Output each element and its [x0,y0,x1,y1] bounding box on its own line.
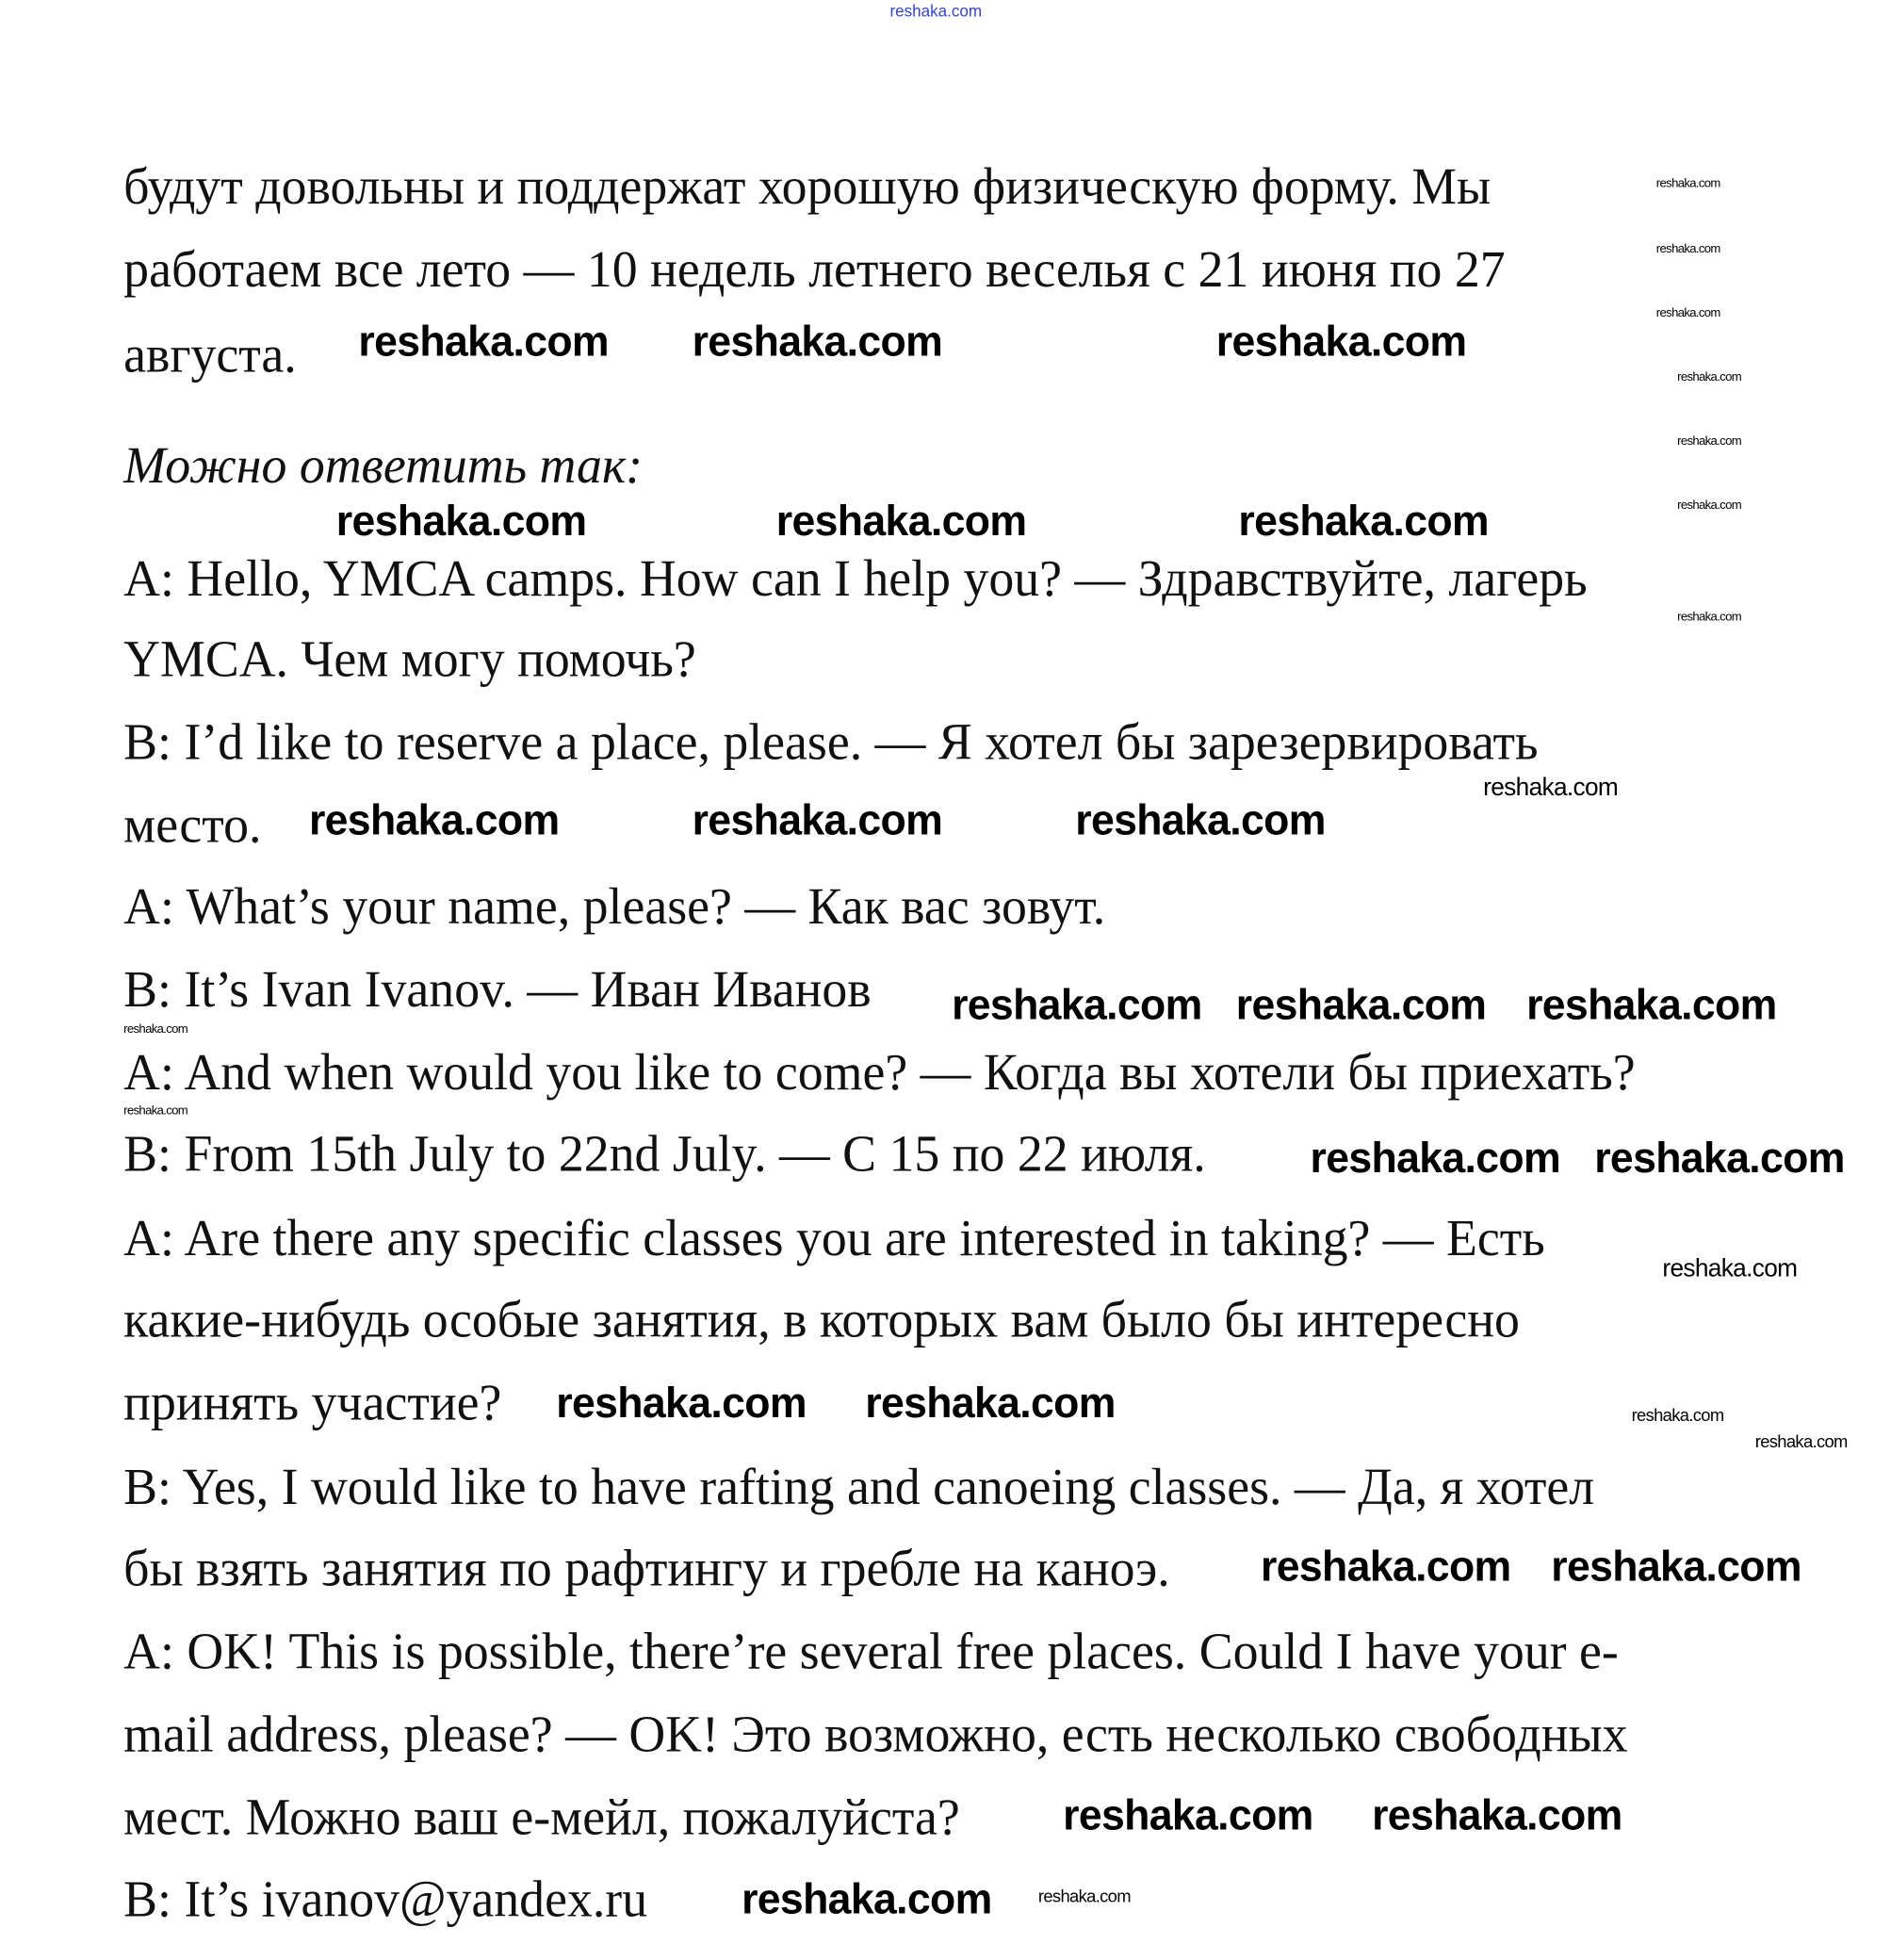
dialogue-line: бы взять занятия по рафтингу и гребле на каноэ. [123,1539,1170,1597]
watermark: reshaka.com [308,796,560,844]
watermark: reshaka.com [1677,370,1741,384]
dialogue-line: B: It’s ivanov@yandex.ru [123,1869,648,1928]
watermark: reshaka.com [1526,981,1777,1029]
watermark: reshaka.com [123,1103,188,1119]
watermark: reshaka.com [1631,1404,1724,1425]
watermark: reshaka.com [692,318,943,366]
watermark: reshaka.com [692,796,943,844]
watermark: reshaka.com [1238,497,1489,546]
watermark: reshaka.com [358,318,609,366]
dialogue-line: какие-нибудь особые занятия, в которых вам было бы интересно [123,1290,1520,1348]
watermark: reshaka.com [775,497,1027,546]
dialogue-line: YMCA. Чем могу помочь? [123,629,696,688]
watermark: reshaka.com [1063,1791,1313,1839]
dialogue-line: B: From 15th July to 22nd July. — С 15 по 22 июля. [123,1124,1206,1183]
header-link[interactable]: reshaka.com [889,1,983,21]
watermark: reshaka.com [335,497,587,546]
dialogue-line: A: Hello, YMCA camps. How can I help you? — Здравствуйте, лагерь [123,548,1588,607]
dialogue-line: принять участие? [123,1373,502,1431]
dialogue-line: A: Are there any specific classes you are interested in taking? — Есть [123,1208,1545,1266]
watermark: reshaka.com [1215,318,1467,366]
dialogue-line: B: Yes, I would like to have rafting and canoeing classes. — Да, я хотел [123,1457,1595,1515]
dialogue-line: A: OK! This is possible, there’re several free places. Could I have your e- [123,1622,1619,1680]
watermark: reshaka.com [1662,1254,1798,1283]
dialogue-line: B: It’s Ivan Ivanov. — Иван Иванов [123,959,872,1018]
watermark: reshaka.com [1677,610,1741,625]
watermark: reshaka.com [1594,1134,1845,1183]
watermark: reshaka.com [1677,434,1741,449]
watermark: reshaka.com [1261,1543,1511,1591]
watermark: reshaka.com [1551,1543,1801,1591]
watermark: reshaka.com [1754,1430,1848,1451]
watermark: reshaka.com [556,1379,807,1428]
text-line: будут довольны и поддержат хорошую физическую форму. Мы [123,156,1492,215]
watermark: reshaka.com [123,1022,188,1037]
section-heading: Можно ответить так: [123,435,644,494]
dialogue-line: мест. Можно ваш е-мейл, пожалуйста? [123,1788,960,1846]
dialogue-line: место. [123,794,262,854]
dialogue-line: B: I’d like to reserve a place, please. — Я хотел бы зарезервировать [123,711,1539,771]
watermark: reshaka.com [1310,1134,1561,1183]
watermark: reshaka.com [1235,981,1487,1029]
watermark: reshaka.com [1655,176,1720,191]
dialogue-line: A: And when would you like to come? — Когда вы хотели бы приехать? [123,1042,1636,1101]
dialogue-line: A: What’s your name, please? — Как вас зовут. [123,876,1106,935]
text-line: работаем все лето — 10 недель летнего веселья с 21 июня по 27 [123,239,1506,298]
watermark: reshaka.com [865,1379,1116,1428]
text-line: августа. [123,325,297,384]
watermark: reshaka.com [742,1875,992,1924]
watermark: reshaka.com [1655,306,1720,320]
watermark: reshaka.com [1037,1886,1131,1906]
watermark: reshaka.com [1483,774,1619,802]
watermark: reshaka.com [1677,498,1741,513]
dialogue-line: mail address, please? — OK! Это возможно, есть несколько свободных [123,1705,1628,1763]
watermark: reshaka.com [1372,1791,1622,1839]
watermark: reshaka.com [1655,242,1720,256]
watermark: reshaka.com [1075,796,1326,844]
watermark: reshaka.com [952,981,1202,1029]
